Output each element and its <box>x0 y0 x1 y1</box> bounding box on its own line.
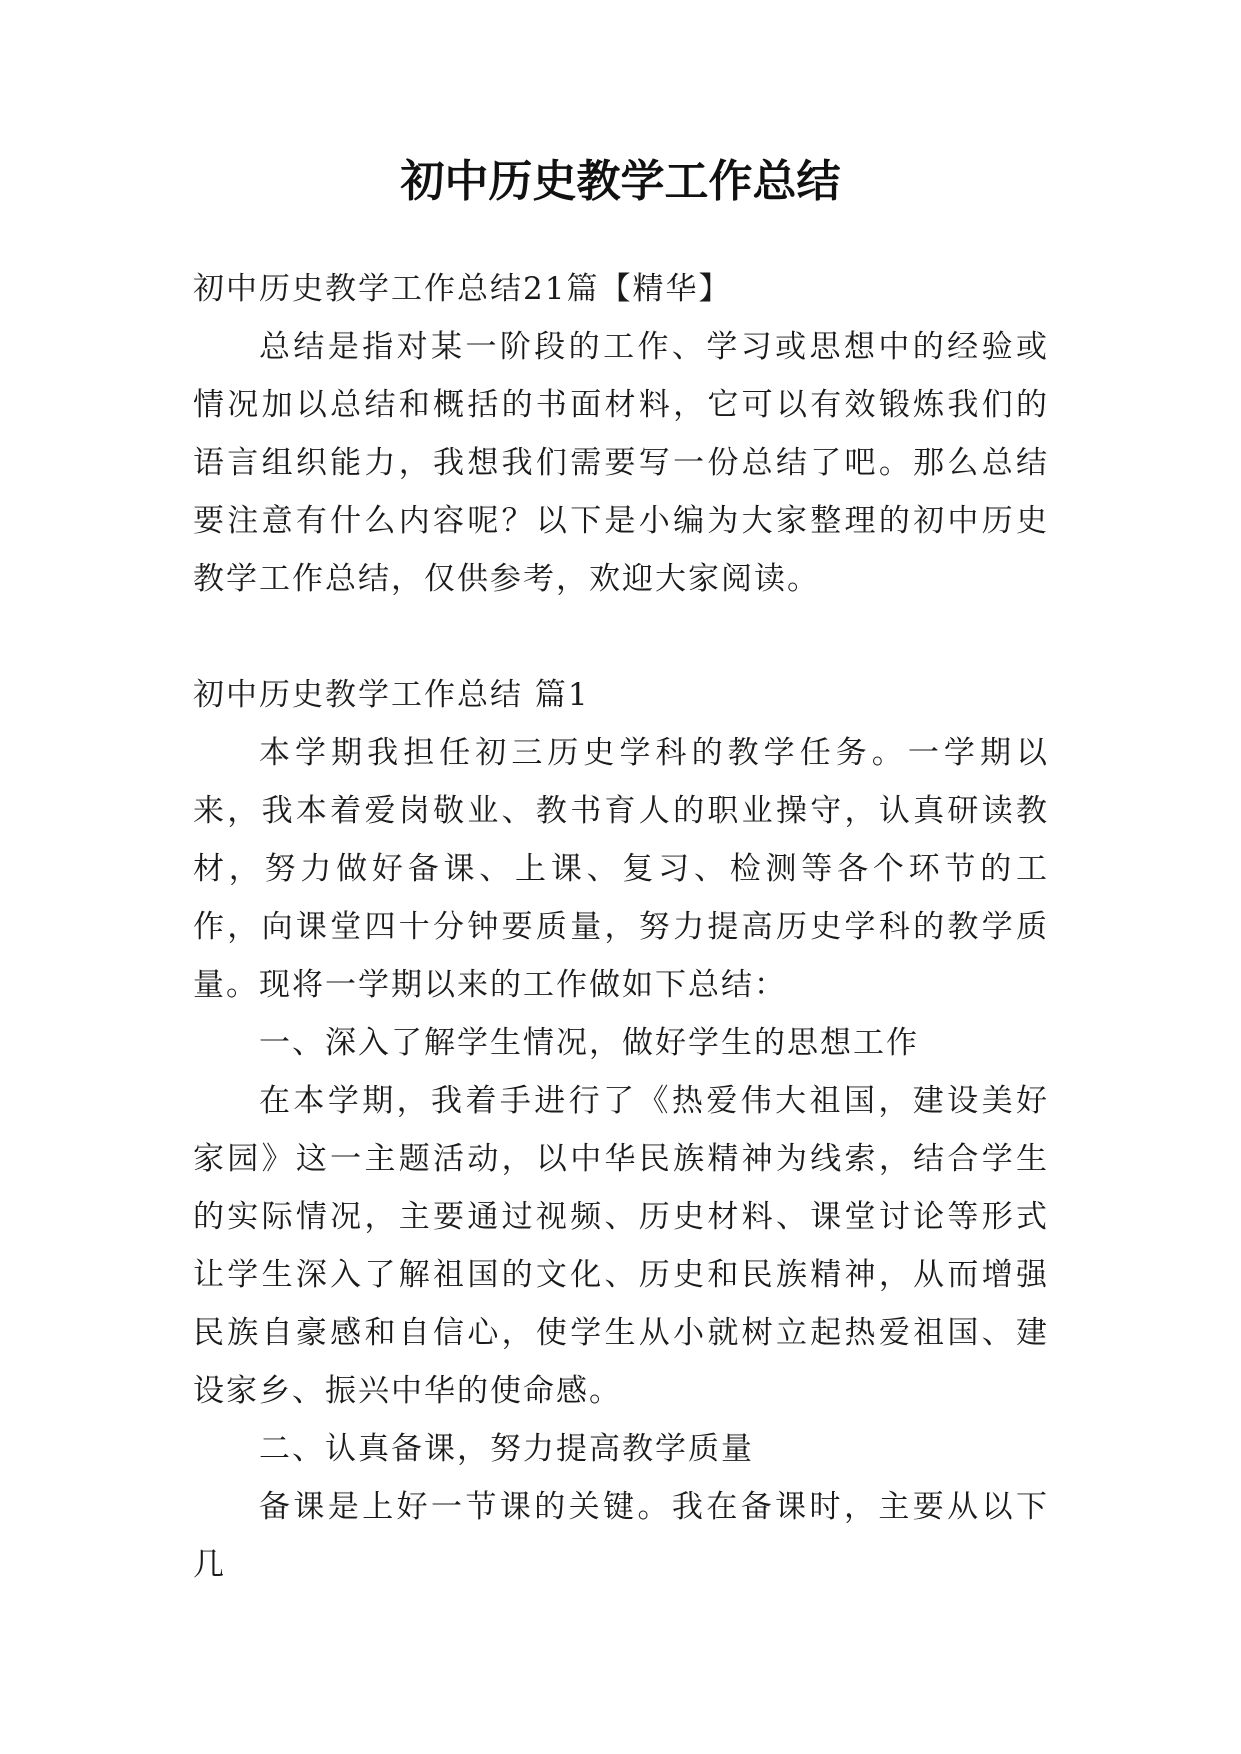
document-title: 初中历史教学工作总结 <box>400 156 841 207</box>
document-subtitle: 初中历史教学工作总结21篇【精华】 <box>193 271 732 307</box>
point-heading: 二、认真备课，努力提高教学质量 <box>259 1431 754 1467</box>
point-heading: 一、深入了解学生情况，做好学生的思想工作 <box>259 1025 919 1061</box>
section-spacer <box>193 608 1049 666</box>
point-paragraph: 备课是上好一节课的关键。我在备课时，主要从以下几 <box>193 1489 1049 1583</box>
section-heading: 初中历史教学工作总结 篇1 <box>193 677 590 713</box>
document-body <box>193 260 1049 1594</box>
section-paragraph: 本学期我担任初三历史学科的教学任务。一学期以来，我本着爱岗敬业、教书育人的职业操守，认真研读教材，努力做好备课、上课、复习、检测等各个环节的工作，向课堂四十分钟要质量，努力提高历史学科的教学质量。现将一学期以来的工作做如下总结： <box>193 735 1049 1003</box>
point-paragraph: 在本学期，我着手进行了《热爱伟大祖国，建设美好家园》这一主题活动，以中华民族精神为线索，结合学生的实际情况，主要通过视频、历史材料、课堂讨论等形式让学生深入了解祖国的文化、历史和民族精神，从而增强民族自豪感和自信心，使学生从小就树立起热爱祖国、建设家乡、振兴中华的使命感。 <box>193 1083 1049 1409</box>
intro-paragraph: 总结是指对某一阶段的工作、学习或思想中的经验或情况加以总结和概括的书面材料，它可以有效锻炼我们的语言组织能力，我想我们需要写一份总结了吧。那么总结要注意有什么内容呢？以下是小编为大家整理的初中历史教学工作总结，仅供参考，欢迎大家阅读。 <box>193 329 1049 597</box>
